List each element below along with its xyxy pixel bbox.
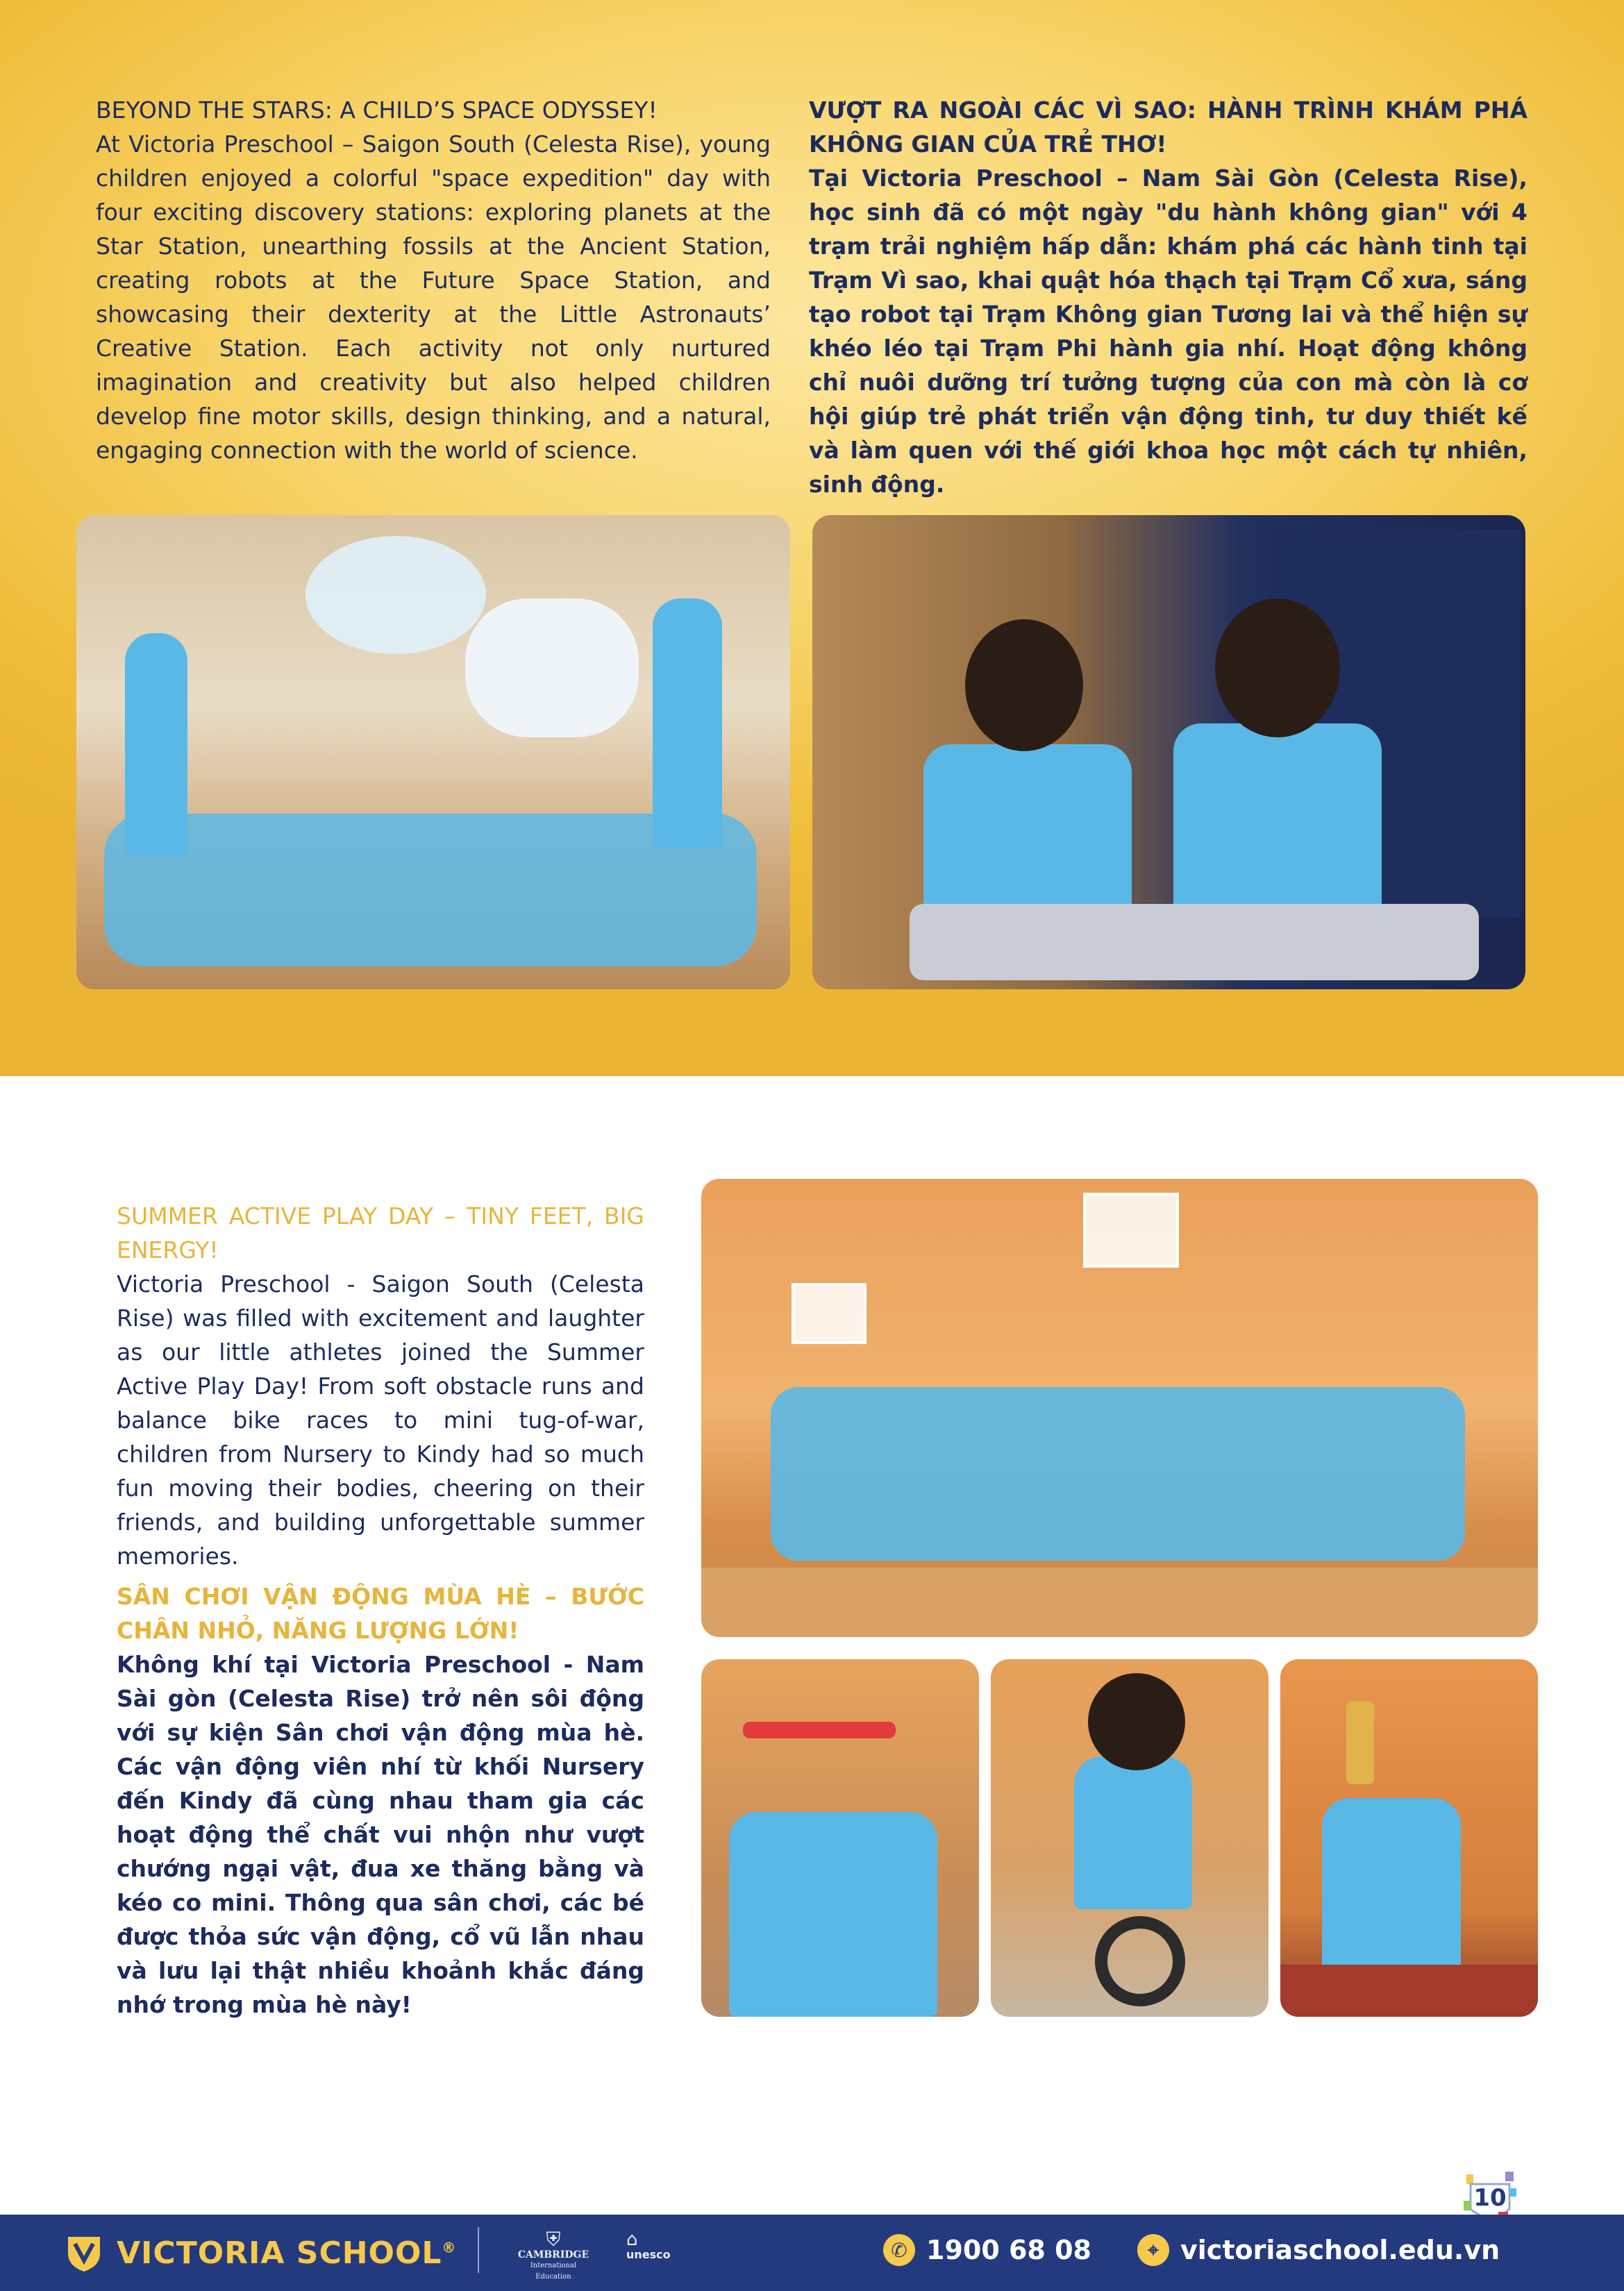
website-link[interactable]	[1137, 2234, 1500, 2266]
hotline[interactable]	[883, 2234, 1091, 2266]
registered-mark: ®	[442, 2238, 457, 2256]
cambridge-label: CAMBRIDGE	[517, 2249, 589, 2260]
unesco-partner-logo	[626, 2230, 682, 2260]
spaceship-decoration	[305, 536, 486, 654]
red-headband	[743, 1722, 896, 1738]
page-number: 10	[1473, 2184, 1507, 2212]
trophy-child	[1322, 1798, 1461, 1979]
basketball-hoop-right	[1083, 1193, 1179, 1268]
victoria-crest-icon	[64, 2233, 104, 2273]
rocket-decoration	[465, 598, 639, 737]
fossil-tray	[910, 904, 1479, 980]
play-day-english-heading: SUMMER ACTIVE PLAY DAY – TINY FEET, BIG ENERGY!	[117, 1202, 644, 1264]
phone-icon: ✆	[883, 2234, 915, 2266]
cambridge-sublabel: International Education	[530, 2262, 577, 2281]
victoria-school-logo[interactable]	[64, 2229, 456, 2277]
footer-divider	[478, 2227, 479, 2273]
website-url: victoriaschool.edu.vn	[1180, 2235, 1500, 2265]
balance-bike-wheel	[1095, 1916, 1185, 2006]
space-odyssey-english-text	[96, 93, 771, 467]
basketball-hoop-left	[792, 1283, 867, 1344]
play-day-english-text	[117, 1199, 644, 1573]
brand-name	[117, 2235, 456, 2271]
tug-of-war-children	[729, 1812, 937, 2017]
child-right-head	[1215, 598, 1340, 737]
trophy	[1346, 1701, 1374, 1784]
bike-rider	[1074, 1756, 1192, 1909]
balance-bike-photo	[991, 1659, 1269, 2017]
unesco-label: unesco	[626, 2248, 671, 2261]
play-day-vietnamese-body: Không khí tại Victoria Preschool - Nam Sài gòn (Celesta Rise) trở nên sôi động với sự kiện Sân chơi vận động mùa hè. Các vận động viên nhí từ khối Nursery đến Kindy đã cùng nhau tham gia các hoạt động thể chất vui nhộn như vượt chướng ngại vật, đua xe thăng bằng và kéo co mini. Thông qua sân chơi, các bé được thỏa sức vận động, cổ vũ lẫn nhau và lưu lại thật nhiều khoảnh khắc đáng nhớ trong mùa hè này!	[117, 1651, 644, 2018]
gym-floor	[701, 1568, 1538, 1637]
phone-number: 1900 68 08	[926, 2235, 1091, 2265]
cambridge-shield-icon: ⛨	[546, 2228, 561, 2251]
space-odyssey-english-body: At Victoria Preschool – Saigon South (Celesta Rise), young children enjoyed a colorful "space expedition" day with four exciting discovery stations: exploring planets at the Star Station, unearthing fossils at the Ancient Station, creating robots at the Future Space Station, and showcasing their dexterity at the Little Astronauts’ Creative Station. Each activity not only nurtured imagination and creativity but also helped children develop fine motor skills, design thinking, and a natural, engaging connection with the world of science.	[96, 131, 771, 464]
play-day-english-body: Victoria Preschool - Saigon South (Celesta Rise) was filled with excitement and laughter as our little athletes joined the Summer Active Play Day! From soft obstacle runs and balance bike races to mini tug-of-war, children from Nursery to Kindy had so much fun moving their bodies, cheering on their friends, and building unforgettable summer memories.	[117, 1270, 644, 1570]
brand-text: VICTORIA SCHOOL	[117, 2235, 442, 2271]
space-expedition-group-photo	[76, 515, 790, 989]
play-day-group-photo	[701, 1179, 1538, 1637]
child-left-head	[965, 619, 1083, 751]
teacher-right	[653, 598, 722, 848]
tug-of-war-photo	[701, 1659, 979, 2017]
fossil-station-photo	[812, 515, 1525, 989]
children-team	[771, 1387, 1465, 1561]
space-odyssey-vietnamese-body: Tại Victoria Preschool – Nam Sài Gòn (Celesta Rise), học sinh đã có một ngày "du hành không gian" với 4 trạm trải nghiệm hấp dẫn: khám phá các hành tinh tại Trạm Vì sao, khai quật hóa thạch tại Trạm Cổ xưa, sáng tạo robot tại Trạm Không gian Tương lai và thể hiện sự khéo léo tại Trạm Phi hành gia nhí. Hoạt động không chỉ nuôi dưỡng trí tưởng tượng của con mà còn là cơ hội giúp trẻ phát triển vận động tinh, tư duy thiết kế và làm quen với thế giới khoa học một cách tự nhiên, sinh động.	[809, 165, 1527, 498]
space-odyssey-vietnamese-text	[809, 93, 1527, 501]
tablecloth	[1280, 1965, 1538, 2017]
space-odyssey-vietnamese-heading: VƯỢT RA NGOÀI CÁC VÌ SAO: HÀNH TRÌNH KHÁM PHÁ KHÔNG GIAN CỦA TRẺ THƠ!	[809, 96, 1527, 158]
play-day-vietnamese-heading: SÂN CHƠI VẬN ĐỘNG MÙA HÈ – BƯỚC CHÂN NHỎ, NĂNG LƯỢNG LỚN!	[117, 1583, 644, 1644]
teacher-left	[125, 633, 187, 855]
unesco-temple-icon: ⌂	[626, 2229, 638, 2250]
space-odyssey-english-heading: BEYOND THE STARS: A CHILD’S SPACE ODYSSEY!	[96, 96, 658, 124]
bike-rider-head	[1088, 1673, 1185, 1770]
location-icon: ⌖	[1137, 2234, 1169, 2266]
play-day-vietnamese-text	[117, 1579, 644, 2022]
trophy-photo	[1280, 1659, 1538, 2017]
cambridge-partner-logo	[515, 2230, 592, 2283]
